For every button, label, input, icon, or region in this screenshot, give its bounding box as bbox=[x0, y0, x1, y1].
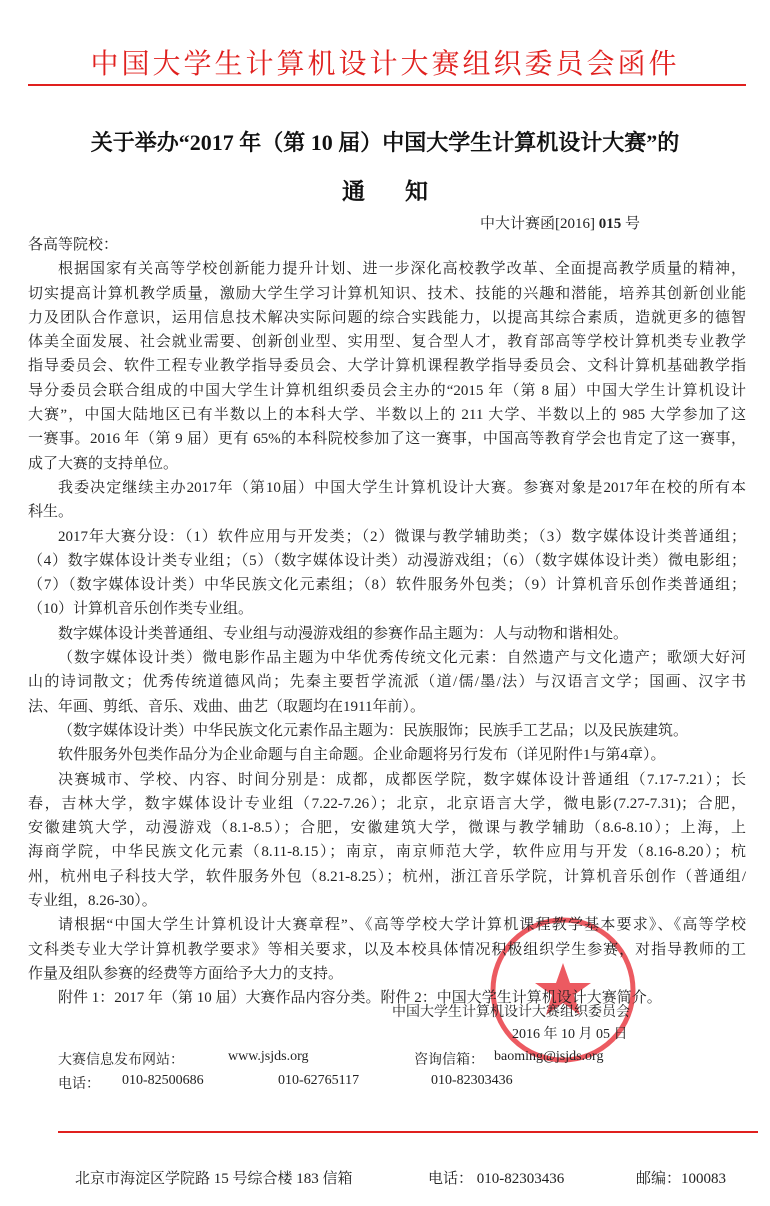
doc-number-value: 015 bbox=[598, 216, 622, 232]
paragraph-line: 海商学院，中华民族文化元素（8.11-8.15）；南京，南京师范大学，软件应用与开发（8.16-8.20）；杭 bbox=[28, 844, 746, 861]
footer-divider bbox=[58, 1131, 758, 1133]
footer-address: 北京市海淀区学院路 15 号综合楼 183 信箱 bbox=[75, 1171, 353, 1187]
phone-number: 010-82303436 bbox=[431, 1073, 513, 1088]
paragraph-line: 山的诗词散文；优秀传统道德风尚；先秦主要哲学流派（道/儒/墨/法）与汉语言文学；国画、汉字书 bbox=[28, 674, 746, 691]
website-link[interactable]: www.jsjds.org bbox=[228, 1049, 309, 1064]
paragraph-line: （数字媒体设计类）中华民族文化元素作品主题为：民族服饰；民族手工艺品；以及民族建筑。 bbox=[58, 722, 689, 739]
paragraph-line: 文科类专业大学计算机教学要求》等相关要求，以及本校具体情况积极组织学生参赛，对指导教师的工 bbox=[28, 941, 746, 958]
paragraph-line: 大赛”，中国大陆地区已有半数以上的本科大学、半数以上的 211 大学、半数以上的 985 大学参加了这 bbox=[28, 407, 746, 424]
email-link[interactable]: baoming@jsjds.org bbox=[494, 1049, 604, 1064]
footer-postcode: 邮编：100083 bbox=[636, 1171, 727, 1187]
paragraph-line: 数字媒体设计类普通组、专业组与动漫游戏组的参赛作品主题为：人与动物和谐相处。 bbox=[58, 625, 629, 642]
header-divider bbox=[28, 84, 746, 86]
paragraph-line: 专业组，8.26-30）。 bbox=[28, 893, 157, 910]
phone-number: 010-62765117 bbox=[278, 1073, 360, 1088]
paragraph-line: 请根据“中国大学生计算机设计大赛章程”、《高等学校大学计算机课程教学基本要求》、《高等学校 bbox=[58, 917, 746, 934]
paragraph-line: 附件 1：2017 年（第 10 届）大赛作品内容分类。附件 2：中国大学生计算机设计大赛简介。 bbox=[58, 990, 662, 1007]
document-number bbox=[480, 212, 640, 233]
paragraph-line: 决赛城市、学校、内容、时间分别是：成都，成都医学院，数字媒体设计普通组（7.17-7.21）；长 bbox=[58, 771, 746, 788]
paragraph-line: 软件服务外包类作品分为企业命题与自主命题。企业命题将另行发布（详见附件1与第4章）。 bbox=[58, 747, 666, 764]
doc-number-prefix: 中大计赛函[2016] bbox=[480, 216, 595, 232]
paragraph-line: 体美全面发展、社会就业需要、创新创业型、实用型、复合型人才，教育部高等学校计算机类专业教学 bbox=[28, 334, 746, 351]
paragraph-line: 指导委员会、软件工程专业教学指导委员会、大学计算机课程教学指导委员会、文科计算机基础教学指 bbox=[28, 358, 746, 375]
paragraph-line: 导分委员会联合组成的中国大学生计算机组织委员会主办的“2015 年（第 8 届）中国大学生计算机设计 bbox=[28, 382, 746, 399]
paragraph-line: 法、年画、剪纸、音乐、戏曲、曲艺（取题均在1911年前）。 bbox=[28, 698, 425, 715]
paragraph-line: 州，杭州电子科技大学，软件服务外包（8.21-8.25）；杭州，浙江音乐学院，计算机音乐创作（普通组/ bbox=[28, 868, 746, 885]
paragraph-line: 科生。 bbox=[28, 504, 74, 521]
paragraph-line: 2017年大赛分设：（1）软件应用与开发类；（2）微课与教学辅助类；（3）数字媒体设计类普通组； bbox=[58, 528, 746, 545]
letterhead-title: 中国大学生计算机设计大赛组织委员会函件 bbox=[90, 48, 680, 79]
subtitle-char: 知 bbox=[405, 179, 428, 204]
signature-organization: 中国大学生计算机设计大赛组织委员会 bbox=[392, 1005, 630, 1020]
letter-body bbox=[28, 233, 746, 1011]
paragraph-line: （10）计算机音乐创作类专业组。 bbox=[28, 601, 254, 618]
phone-label: 电话： bbox=[58, 1077, 100, 1092]
doc-number-suffix: 号 bbox=[625, 216, 641, 232]
paragraph-line: 根据国家有关高等学校创新能力提升计划、进一步深化高校教学改革、全面提高教学质量的精神， bbox=[58, 261, 746, 278]
footer-phone: 电话： 010-82303436 bbox=[428, 1171, 565, 1187]
email-label: 咨询信箱： bbox=[414, 1053, 484, 1068]
signature-date: 2016 年 10 月 05 日 bbox=[512, 1027, 628, 1042]
paragraph-line: 切实提高计算机教学质量，激励大学生学习计算机知识、技术、技能的兴趣和潜能，培养其创新创业能 bbox=[28, 285, 746, 302]
paragraph-line: （数字媒体设计类）微电影作品主题为中华优秀传统文化元素：自然遗产与文化遗产；歌颂大好河 bbox=[58, 650, 746, 667]
paragraph-line: 成了大赛的支持单位。 bbox=[28, 455, 179, 472]
website-label: 大赛信息发布网站： bbox=[58, 1053, 184, 1068]
phone-number: 010-82500686 bbox=[122, 1073, 204, 1088]
paragraph-line: 一赛事。2016 年（第 9 届）更有 65%的本科院校参加了这一赛事，中国高等教育学会也肯定了这一赛事， bbox=[28, 431, 746, 448]
salutation: 各高等院校： bbox=[28, 237, 119, 253]
notice-subtitle bbox=[0, 173, 770, 206]
paragraph-line: 春，吉林大学，数字媒体设计专业组（7.22-7.26）；北京，北京语言大学，微电影(7.27-7.31)；合肥， bbox=[28, 795, 746, 812]
notice-title: 关于举办“2017 年（第 10 届）中国大学生计算机设计大赛”的 bbox=[90, 130, 680, 155]
subtitle-char: 通 bbox=[342, 179, 365, 204]
paragraph-line: 力及团队合作意识，运用信息技术解决实际问题的综合实践能力，以提高其综合素质，造就更多的德智 bbox=[28, 309, 746, 326]
paragraph-line: 安徽建筑大学，动漫游戏（8.1-8.5）；合肥，安徽建筑大学，微课与教学辅助（8.6-8.10）；上海，上 bbox=[28, 820, 746, 837]
paragraph-line: 作量及组队参赛的经费等方面给予大力的支持。 bbox=[28, 965, 344, 982]
paragraph-line: （4）数字媒体设计类专业组；（5）（数字媒体设计类）动漫游戏组；（6）（数字媒体设计类）微电影组； bbox=[28, 552, 746, 569]
paragraph-line: 我委决定继续主办2017年（第10届）中国大学生计算机设计大赛。参赛对象是2017年在校的所有本 bbox=[58, 479, 746, 496]
paragraph-line: （7）（数字媒体设计类）中华民族文化元素组；（8）软件服务外包类；（9）计算机音乐创作类普通组； bbox=[28, 577, 746, 594]
